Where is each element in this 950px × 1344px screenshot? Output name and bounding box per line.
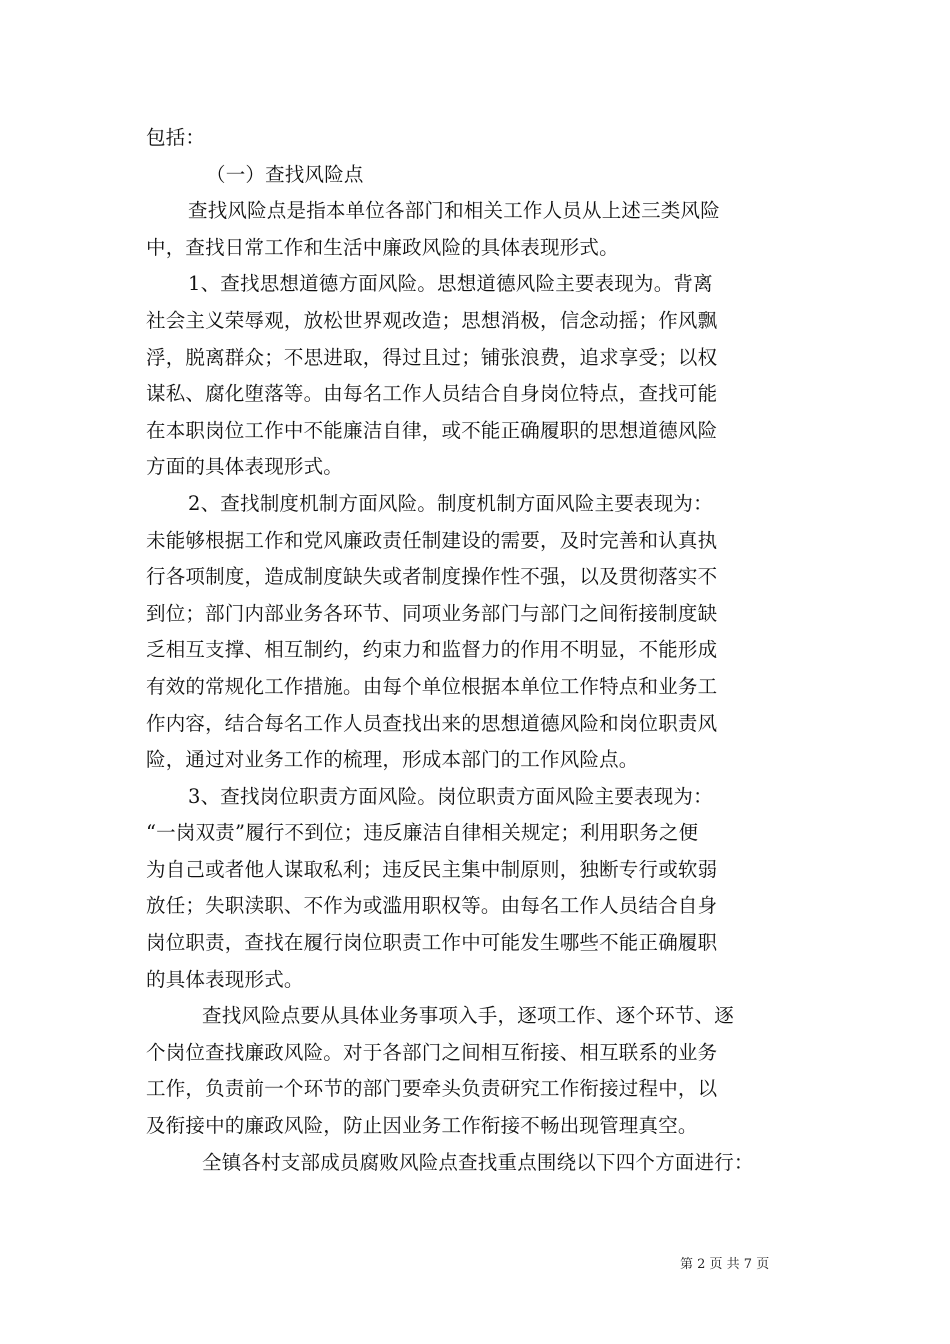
paragraph-first-line: 全镇各村支部成员腐败风险点查找重点围绕以下四个方面进行： [202, 1150, 754, 1174]
text-line: 方面的具体表现形式。 [146, 455, 344, 479]
text-line: 及衔接中的廉政风险，防止因业务工作衔接不畅出现管理真空。 [146, 1114, 698, 1138]
paragraph-first-line: 查找风险点要从具体业务事项入手，逐项工作、逐个环节、逐 [202, 1004, 734, 1028]
text-line: 在本职岗位工作中不能廉洁自律，或不能正确履职的思想道德风险 [146, 418, 718, 442]
document-body [146, 120, 812, 1181]
text-line: 放任；失职渎职、不作为或滥用职权等。由每名工作人员结合自身 [146, 894, 718, 918]
text-line: 为自己或者他人谋取私利；违反民主集中制原则，独断专行或软弱 [146, 857, 718, 881]
section-heading: （一）查找风险点 [206, 162, 364, 186]
page-number-footer: 第 2 页 共 7 页 [680, 1257, 770, 1272]
text-line: 有效的常规化工作措施。由每个单位根据本单位工作特点和业务工 [146, 674, 718, 698]
text-line: 个岗位查找廉政风险。对于各部门之间相互衔接、相互联系的业务 [146, 1040, 718, 1064]
paragraph-first-line: 查找风险点是指本单位各部门和相关工作人员从上述三类风险 [188, 199, 720, 223]
paragraph-first-line: 1、查找思想道德方面风险。思想道德风险主要表现为。背离 [188, 272, 713, 296]
text-line: 行各项制度，造成制度缺失或者制度操作性不强，以及贯彻落实不 [146, 565, 718, 589]
text-line: 的具体表现形式。 [146, 967, 304, 991]
text-line: 险，通过对业务工作的梳理，形成本部门的工作风险点。 [146, 748, 639, 772]
text-line: 岗位职责，查找在履行岗位职责工作中可能发生哪些不能正确履职 [146, 931, 718, 955]
text-line: 到位；部门内部业务各环节、同项业务部门与部门之间衔接制度缺 [146, 601, 718, 625]
text-line: “一岗双责”履行不到位；违反廉洁自律相关规定；利用职务之便 [146, 821, 699, 845]
text-line: 社会主义荣辱观，放松世界观改造；思想消极，信念动摇；作风飘 [146, 308, 718, 332]
text-line: 浮，脱离群众；不思进取，得过且过；铺张浪费，追求享受；以权 [146, 345, 718, 369]
paragraph-first-line: 2、查找制度机制方面风险。制度机制方面风险主要表现为： [188, 491, 713, 515]
text-line: 包括： [146, 126, 206, 149]
text-line: 作内容，结合每名工作人员查找出来的思想道德风险和岗位职责风 [146, 711, 718, 735]
text-line: 工作，负责前一个环节的部门要牵头负责研究工作衔接过程中，以 [146, 1077, 718, 1101]
text-line: 乏相互支撑、相互制约，约束力和监督力的作用不明显，不能形成 [146, 638, 718, 662]
text-line: 未能够根据工作和党风廉政责任制建设的需要，及时完善和认真执 [146, 528, 718, 552]
text-line: 中，查找日常工作和生活中廉政风险的具体表现形式。 [146, 235, 619, 259]
text-line: 谋私、腐化堕落等。由每名工作人员结合自身岗位特点，查找可能 [146, 382, 718, 406]
paragraph-first-line: 3、查找岗位职责方面风险。岗位职责方面风险主要表现为： [188, 784, 713, 808]
